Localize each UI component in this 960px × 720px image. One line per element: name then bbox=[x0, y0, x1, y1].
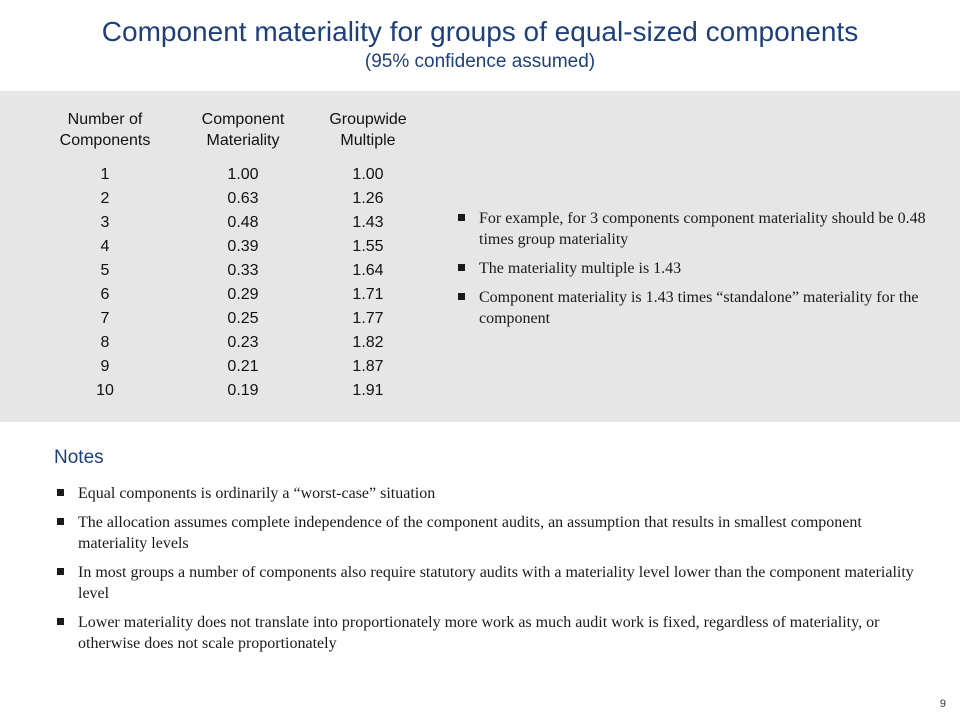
note-item: In most groups a number of components also require statutory audits with a materiality level lower than the component materiality level bbox=[54, 562, 934, 604]
cell-groupwide-multiple: 1.55 bbox=[352, 238, 384, 255]
square-bullet-icon bbox=[458, 264, 465, 271]
cell-number-of-components: 5 bbox=[100, 262, 110, 279]
notes-heading: Notes bbox=[54, 447, 104, 468]
page-subtitle: (95% confidence assumed) bbox=[364, 51, 596, 72]
cell-component-materiality: 0.25 bbox=[227, 310, 259, 327]
cell-groupwide-multiple: 1.43 bbox=[352, 214, 384, 231]
page-title: Component materiality for groups of equal-sized components bbox=[101, 16, 859, 47]
cell-number-of-components: 3 bbox=[100, 214, 110, 231]
cell-number-of-components: 9 bbox=[100, 358, 110, 375]
cell-groupwide-multiple: 1.87 bbox=[352, 358, 384, 375]
cell-number-of-components: 2 bbox=[100, 190, 110, 207]
cell-component-materiality: 0.23 bbox=[227, 334, 259, 351]
cell-groupwide-multiple: 1.00 bbox=[352, 166, 384, 183]
square-bullet-icon bbox=[458, 293, 465, 300]
panel-bullet: For example, for 3 components component materiality should be 0.48 times group materiality bbox=[455, 208, 935, 250]
cell-component-materiality: 0.63 bbox=[227, 190, 259, 207]
header-number-of-components: Number of Components bbox=[59, 111, 151, 149]
cell-component-materiality: 0.39 bbox=[227, 238, 259, 255]
cell-groupwide-multiple: 1.71 bbox=[352, 286, 384, 303]
note-item: The allocation assumes complete independence of the component audits, an assumption that results in smallest component materiality levels bbox=[54, 512, 934, 554]
cell-component-materiality: 0.19 bbox=[227, 382, 259, 399]
cell-number-of-components: 8 bbox=[100, 334, 110, 351]
header-groupwide-multiple: Groupwide Multiple bbox=[329, 111, 407, 149]
cell-number-of-components: 6 bbox=[100, 286, 110, 303]
cell-component-materiality: 0.48 bbox=[227, 214, 259, 231]
panel-bullet: Component materiality is 1.43 times “standalone” materiality for the component bbox=[455, 287, 935, 329]
cell-number-of-components: 7 bbox=[100, 310, 110, 327]
cell-number-of-components: 1 bbox=[100, 166, 110, 183]
note-item: Lower materiality does not translate into proportionately more work as much audit work is fixed, regardless of materiality, or otherwise does not scale proportionately bbox=[54, 612, 934, 654]
cell-groupwide-multiple: 1.64 bbox=[352, 262, 384, 279]
cell-component-materiality: 0.21 bbox=[227, 358, 259, 375]
panel-bullet-list bbox=[455, 208, 935, 337]
page-number: 9 bbox=[939, 698, 946, 710]
notes-list bbox=[54, 483, 934, 662]
cell-number-of-components: 4 bbox=[100, 238, 110, 255]
header-component-materiality: Component Materiality bbox=[201, 111, 285, 149]
square-bullet-icon bbox=[57, 618, 64, 625]
cell-number-of-components: 10 bbox=[96, 382, 114, 399]
cell-groupwide-multiple: 1.26 bbox=[352, 190, 384, 207]
cell-groupwide-multiple: 1.82 bbox=[352, 334, 384, 351]
panel-bullet: The materiality multiple is 1.43 bbox=[455, 258, 935, 279]
materiality-panel bbox=[0, 91, 960, 422]
square-bullet-icon bbox=[458, 214, 465, 221]
cell-component-materiality: 0.33 bbox=[227, 262, 259, 279]
cell-groupwide-multiple: 1.77 bbox=[352, 310, 384, 327]
note-item: Equal components is ordinarily a “worst-case” situation bbox=[54, 483, 934, 504]
cell-component-materiality: 0.29 bbox=[227, 286, 259, 303]
square-bullet-icon bbox=[57, 518, 64, 525]
square-bullet-icon bbox=[57, 489, 64, 496]
square-bullet-icon bbox=[57, 568, 64, 575]
cell-component-materiality: 1.00 bbox=[227, 166, 259, 183]
cell-groupwide-multiple: 1.91 bbox=[352, 382, 384, 399]
